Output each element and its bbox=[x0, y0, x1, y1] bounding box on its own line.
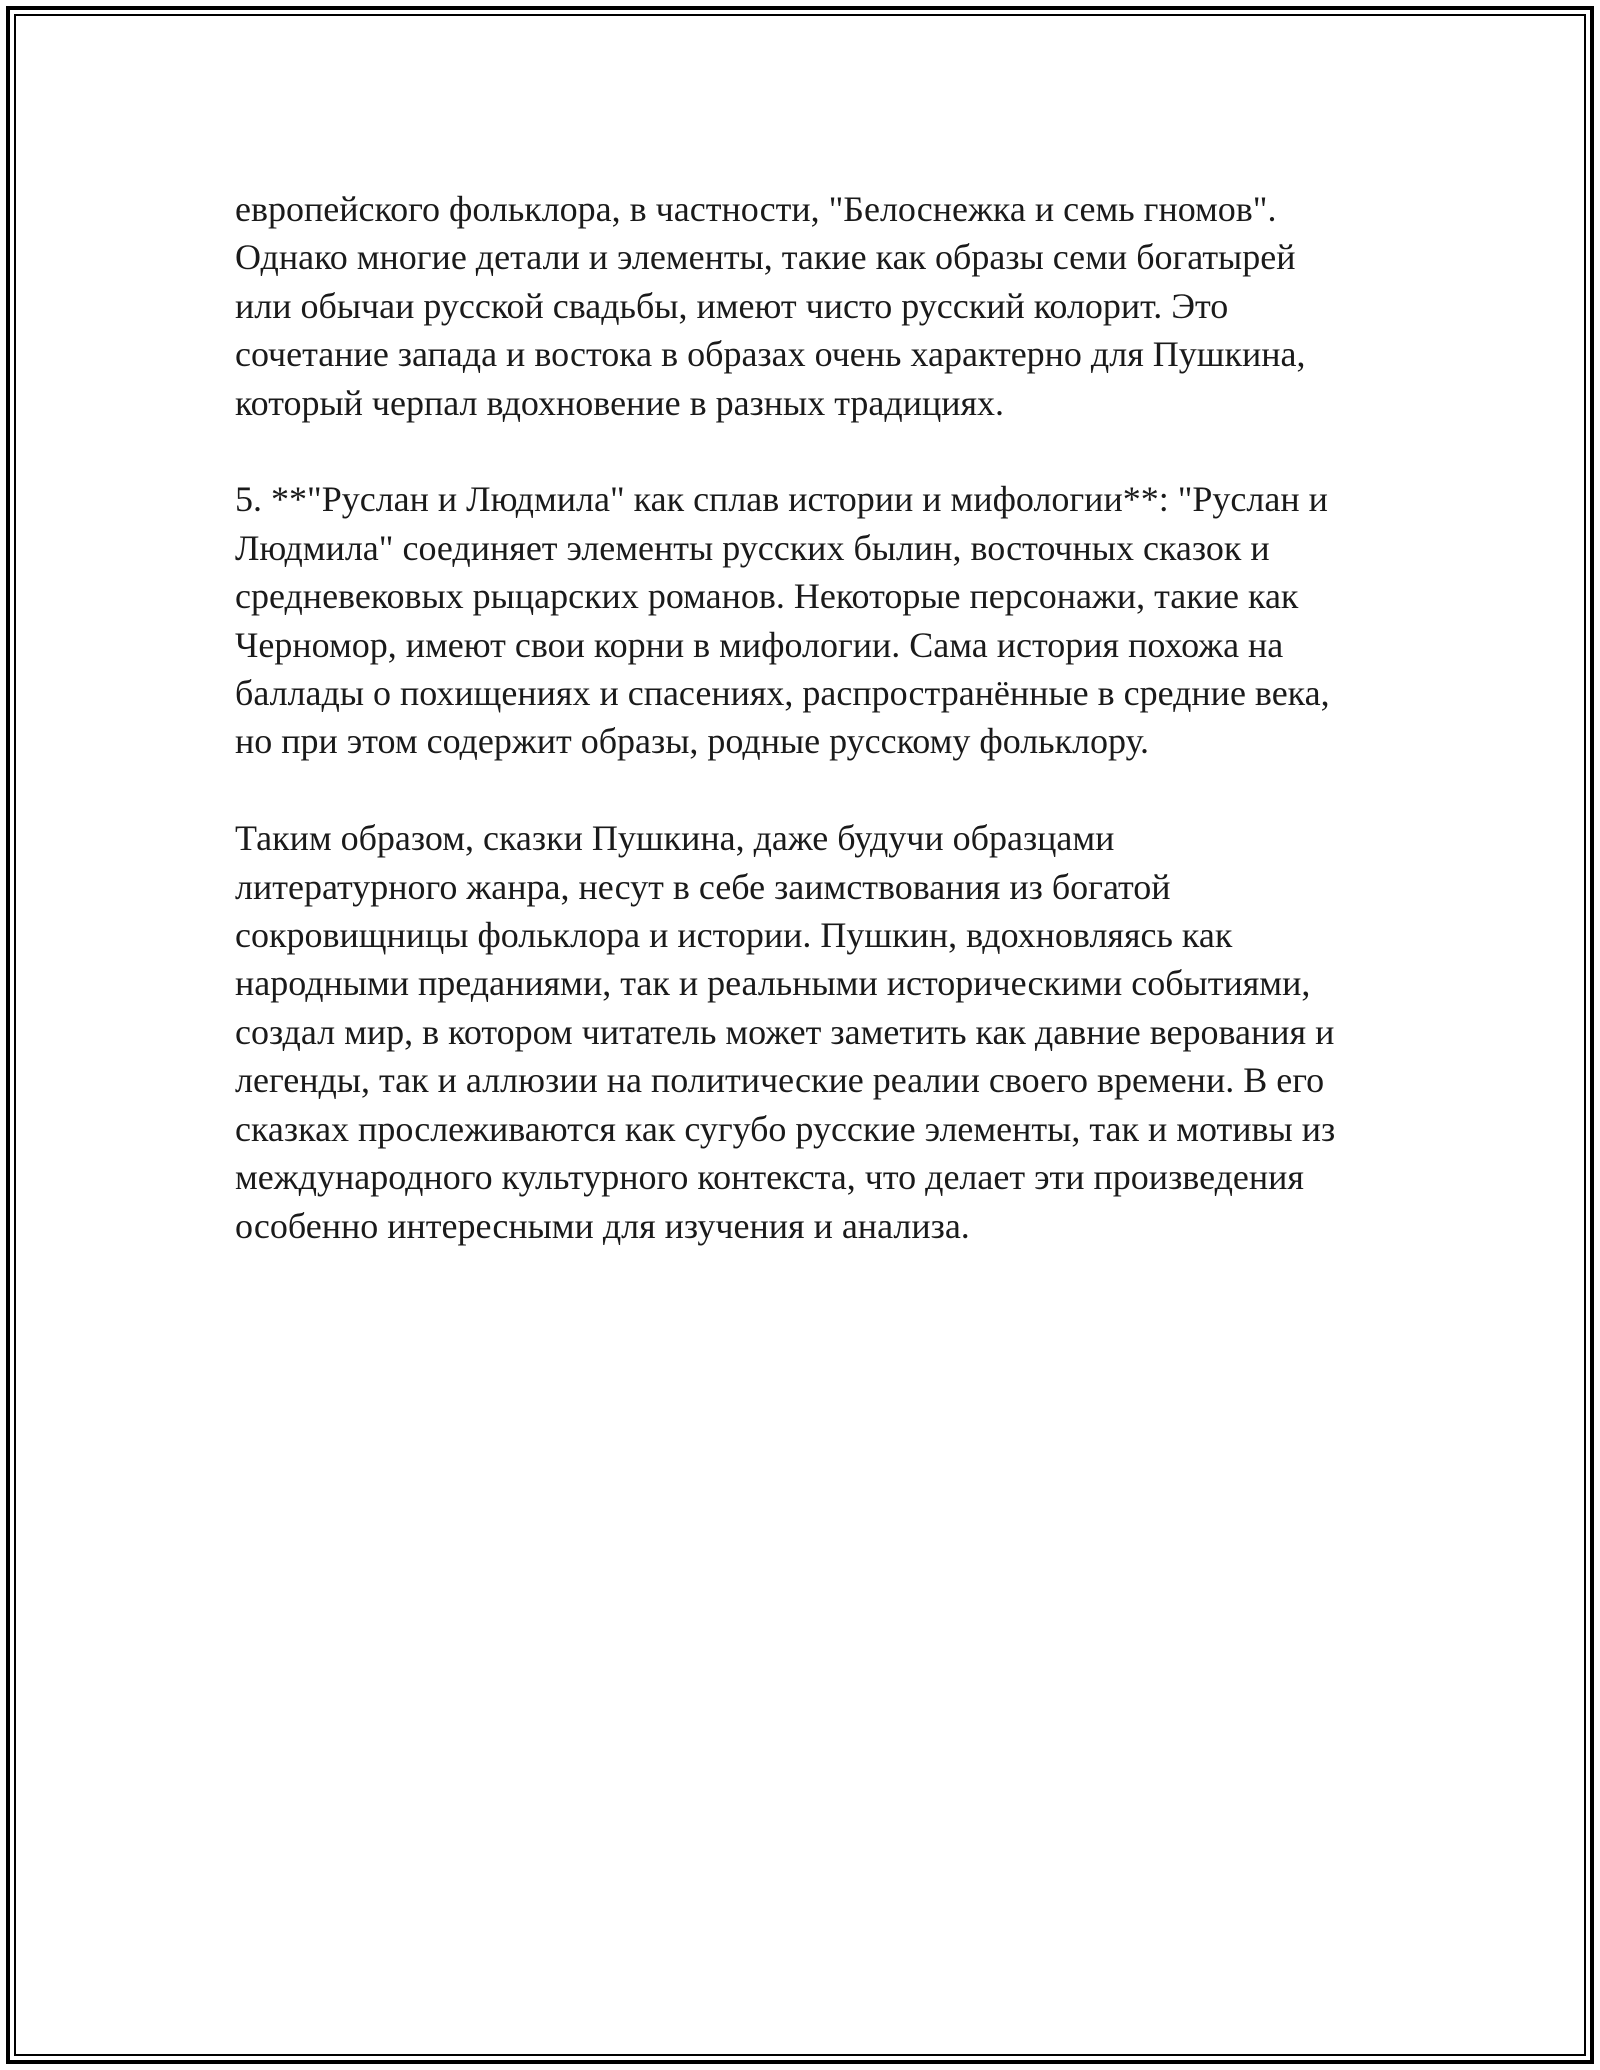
text-line: создал мир, в котором читатель может заметить как давние верования и bbox=[235, 1011, 1335, 1052]
text-line: но при этом содержит образы, родные русскому фольклору. bbox=[235, 721, 1149, 762]
text-line: Таким образом, сказки Пушкина, даже будучи образцами bbox=[235, 818, 1115, 859]
text-line: который черпал вдохновение в разных традициях. bbox=[235, 382, 1005, 423]
text-line: европейского фольклора, в частности, "Белоснежка и семь гномов". bbox=[235, 189, 1277, 229]
text-line: Людмила" соединяет элементы русских былин, восточных сказок и bbox=[235, 527, 1270, 568]
text-line: народными преданиями, так и реальными историческими событиями, bbox=[235, 963, 1311, 1004]
text-line: сочетание запада и востока в образах очень характерно для Пушкина, bbox=[235, 334, 1306, 375]
text-line: средневековых рыцарских романов. Некоторые персонажи, такие как bbox=[235, 576, 1299, 617]
paragraph-ruslan-lyudmila bbox=[235, 475, 1415, 765]
text-line: международного культурного контекста, что делает эти произведения bbox=[235, 1157, 1304, 1198]
text-line: особенно интересными для изучения и анализа. bbox=[235, 1205, 970, 1246]
text-line: Черномор, имеют свои корни в мифологии. Сама история похожа на bbox=[235, 624, 1284, 665]
text-line: сокровищницы фольклора и истории. Пушкин, вдохновляясь как bbox=[235, 915, 1233, 956]
paragraph-snow-white bbox=[235, 185, 1415, 427]
document-body bbox=[235, 185, 1415, 1298]
text-line: 5. **"Руслан и Людмила" как сплав истории и мифологии**: "Руслан и bbox=[235, 479, 1328, 520]
paragraph-conclusion bbox=[235, 814, 1415, 1250]
text-line: сказках прослеживаются как сугубо русские элементы, так и мотивы из bbox=[235, 1108, 1336, 1149]
text-line: баллады о похищениях и спасениях, распространённые в средние века, bbox=[235, 673, 1330, 714]
text-line: литературного жанра, несут в себе заимствования из богатой bbox=[235, 866, 1171, 907]
text-line: или обычаи русской свадьбы, имеют чисто русский колорит. Это bbox=[235, 285, 1229, 326]
text-line: Однако многие детали и элементы, такие как образы семи богатырей bbox=[235, 237, 1296, 278]
text-line: легенды, так и аллюзии на политические реалии своего времени. В его bbox=[235, 1060, 1325, 1101]
